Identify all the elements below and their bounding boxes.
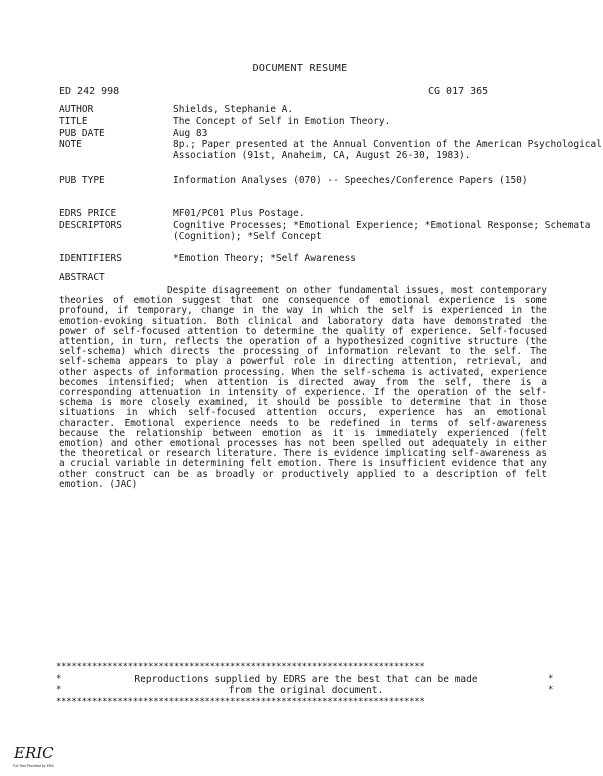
field-label: PUB DATE bbox=[59, 128, 105, 139]
footer-side-star-right-2: * bbox=[548, 685, 554, 695]
abstract-label: ABSTRACT bbox=[59, 272, 105, 283]
eric-logo-subtext: Full Text Provided by ERIC bbox=[13, 764, 55, 768]
field-label: PUB TYPE bbox=[59, 175, 105, 186]
field-label: DESCRIPTORS bbox=[59, 220, 122, 231]
abstract-text: Despite disagreement on other fundamental issues, most contemporary theories of emotion suggest that one consequence of emotional experience is some profound, if temporary, change in the way in which the self is experienced in the emotion-evoking situation. Both clinical and laboratory data have demonstrated the power of self-focused attention to determine the quality of experience. Self-focused attention, in turn, reflects the operation of a hypothesized cognitive structure (the self-schema) which directs the processing of information relevant to the self. The self-schema appears to play a powerful role in directing attention, retrieval, and other aspects of information processing. When the self-schema is activated, experience becomes intensified; when attention is directed away from the self, there is a corresponding attenuation in intensity of experience. If the operation of the self-schema is more closely examined, it should be possible to determine that in those situations in which self-focused attention occurs, experience has an emotional character. Emotional experience needs to be redefined in terms of self-awareness because the relationship between emotion as it is immediately experienced (felt emotion) and other emotional processes has not been spelled out adequately in either the theoretical or research literature. There is evidence implicating self-awareness as a crucial variable in determining felt emotion. There is insufficient evidence that any other construct can be as broadly or productively applied to a description of felt emotion. (JAC) bbox=[59, 285, 547, 490]
field-label: AUTHOR bbox=[59, 104, 94, 115]
field-value: Cognitive Processes; *Emotional Experience; *Emotional Response; Schemata (Cognition); *Self Concept bbox=[173, 220, 597, 242]
document-title: DOCUMENT RESUME bbox=[252, 63, 348, 74]
field-label: EDRS PRICE bbox=[59, 208, 117, 219]
field-value: MF01/PC01 Plus Postage. bbox=[173, 208, 305, 219]
footer-side-star-left-2: * bbox=[56, 685, 62, 695]
field-value: 8p.; Paper presented at the Annual Convention of the American Psychological Association (91st, Anaheim, CA, August 26-30, 1983). bbox=[173, 139, 602, 161]
field-value: Shields, Stephanie A. bbox=[173, 104, 294, 115]
ed-number: ED 242 998 bbox=[59, 86, 120, 97]
eric-logo bbox=[12, 738, 55, 770]
field-label: NOTE bbox=[59, 139, 82, 150]
footer-side-star-right: * bbox=[548, 674, 554, 684]
footer-star-border-top: ************************************************************************ bbox=[56, 662, 425, 672]
footer-star-border-bottom: ************************************************************************ bbox=[56, 697, 425, 707]
footer-side-star-left: * bbox=[56, 674, 62, 684]
field-value: Aug 83 bbox=[173, 128, 208, 139]
clearinghouse-number: CG 017 365 bbox=[428, 86, 489, 97]
field-label: IDENTIFIERS bbox=[59, 253, 122, 264]
field-label: TITLE bbox=[59, 116, 88, 127]
field-value: The Concept of Self in Emotion Theory. bbox=[173, 116, 391, 127]
field-value: Information Analyses (070) -- Speeches/Conference Papers (150) bbox=[173, 175, 528, 186]
reproduction-note-line2: from the original document. bbox=[228, 685, 384, 696]
reproduction-note-line1: Reproductions supplied by EDRS are the best that can be made bbox=[134, 674, 478, 685]
field-value: *Emotion Theory; *Self Awareness bbox=[173, 253, 357, 264]
eric-logo-text: ERIC bbox=[14, 744, 54, 762]
